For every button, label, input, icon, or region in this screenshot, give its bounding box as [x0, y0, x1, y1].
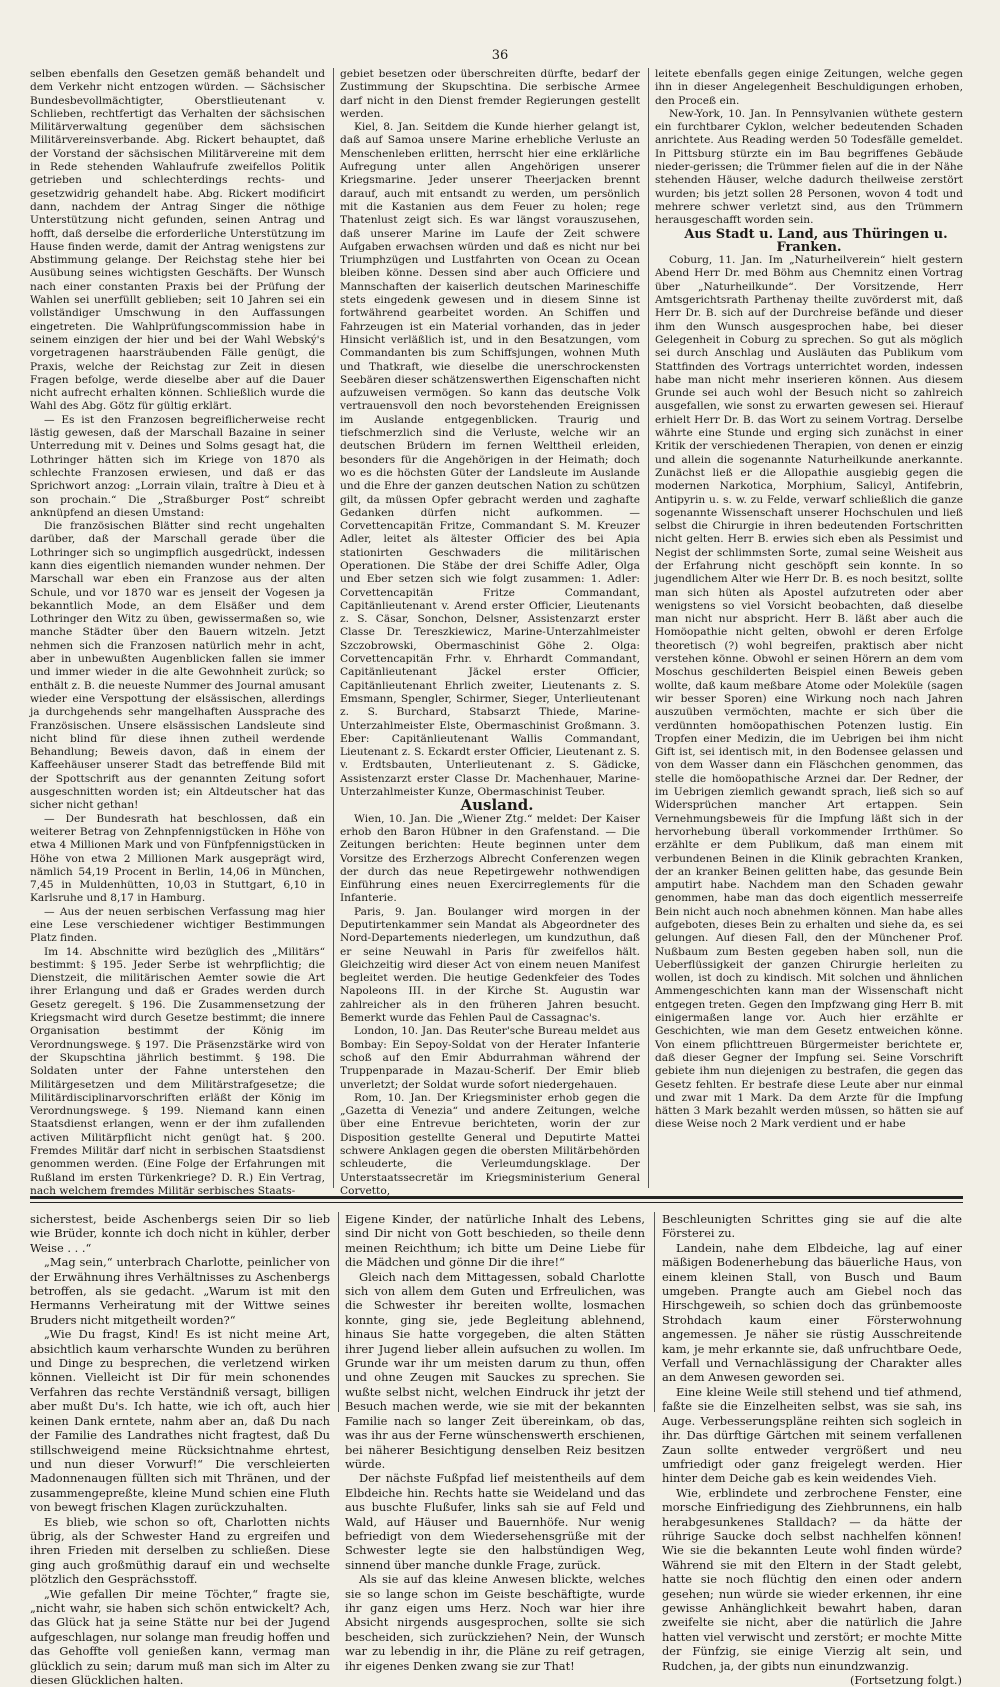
article-paragraph: leitete ebenfalls gegen einige Zeitungen, welche gegen ihn in dieser Angelegenheit Beschuldigungen erhoben, den Proceß ein.	[655, 68, 963, 107]
article-paragraph: selben ebenfalls den Gesetzen gemäß behandelt und dem Verkehr nicht entzogen würden. — Sächsischer Bundesbevollmächtigter, Oberstlieutenant v. Schlieben, rechtfertigt das Verhalten der sächsischen Militärverwaltung gegenüber dem sächsischen Militärvereinsverbande. Abg. Rickert behauptet, daß der Vorstand der sächsischen Militärvereine mit dem in Rede stehenden Wahlaufrufe zweifellos Politik getrieben und schlechterdings rechts- und gesetzwidrig gehandelt habe. Abg. Rickert modificirt dann, nachdem der Antrag Singer die nöthige Unterstützung nicht gefunden, seinen Antrag und hofft, daß derselbe die erforderliche Unterstützung im Hause finden werde, damit der Antrag wenigstens zur Abstimmung gelange. Der Reichstag stehe hier bei Ausübung seines wichtigsten Geschäfts. Der Wunsch nach einer constanten Praxis bei der Prüfung der Wahlen sei unerfüllt geblieben; seit 10 Jahren sei ein vollständiger Umschwung in den Auffassungen eingetreten. Die Wahlprüfungscommission habe in seinem einzigen der hier und bei der Wahl Webský's vorgetragenen haarsträubenden Fälle genügt, die Praxis, welche der Reichstag zur Zeit in diesen Fragen befolge, werde dieselbe aber auf die Dauer nicht aufrecht erhalten können. Schließlich wurde die Wahl des Abg. Götz für gültig erklärt.	[30, 68, 325, 413]
column-divider	[654, 1212, 655, 1412]
article-paragraph: Wien, 10. Jan. Die „Wiener Ztg.“ meldet: Der Kaiser erhob den Baron Hübner in den Grafenstand. — Die Zeitungen berichten: Heute beginnen unter dem Vorsitze des Erzherzogs Albrecht Conferenzen wegen der durch das neue Repetirgewehr nothwendigen Einführung eines neuen Exercirreglements für die Infanterie.	[340, 812, 640, 905]
article-paragraph: Paris, 9. Jan. Boulanger wird morgen in der Deputirtenkammer sein Mandat als Abgeordneter des Nord-Departements niederlegen, um kundzuthun, daß er seine Neuwahl in Paris für zweifellos hält. Gleichzeitig wird dieser Act von einem neuen Manifest begleitet werden. Die heutige Gedenkfeier des Todes Napoleons III. in der Kirche St. Augustin war zahlreicher als in den früheren Jahren besucht. Bemerkt wurde das Fehlen Paul de Cassagnac's.	[340, 905, 640, 1025]
feuilleton-paragraph: Eigene Kinder, der natürliche Inhalt des Lebens, sind Dir nicht von Gott beschieden, so theile denn meinen Reichthum; ich bitte um Deine Liebe für die Mädchen und gönne Dir die ihre!“	[345, 1212, 645, 1270]
continuation-note: (Fortsetzung folgt.)	[849, 1673, 962, 1687]
feuilleton-paragraph: Der nächste Fußpfad lief meistentheils auf dem Elbdeiche hin. Rechts hatte sie Weideland und das aus buschte Flußufer, links sah sie auf Feld und Wald, auf Häuser und Bauernhöfe. Nur wenig befriedigt von dem Wiedersehensgrüße mit der Schwester legte sie den halbstündigen Weg, sinnend über manche dunkle Frage, zurück.	[345, 1471, 645, 1572]
column-divider	[648, 68, 649, 1188]
feuilleton-paragraph: Gleich nach dem Mittagessen, sobald Charlotte sich von allem dem Guten und Erfreulichen, was die Schwester ihr bereiten wollte, losmachen konnte, ging sie, jede Begleitung ablehnend, hinaus Sie hatte vorgegeben, die alten Stätten ihrer Jugend lieber allein aufsuchen zu wollen. Im Grunde war ihr um meisten darum zu thun, offen und ohne Zeugen mit Sauckes zu sprechen. Sie wußte selbst nicht, welchen Eindruck ihr jetzt der Besuch machen werde, wie sie mit der bekannten Familie nach so langer Zeit übereinkam, ob das, was ihr aus der Ferne wünschenswerth erschienen, bei näherer Besichtigung denselben Reiz besitzen würde.	[345, 1269, 645, 1471]
article-paragraph: — Aus der neuen serbischen Verfassung mag hier eine Lese verschiedener wichtiger Bestimmungen Platz finden.	[30, 905, 325, 945]
article-paragraph: — Der Bundesrath hat beschlossen, daß ein weiterer Betrag von Zehnpfennigstücken in Höhe von etwa 4 Millionen Mark und von Fünfpfennigstücken in Höhe von etwa 2 Millionen Mark ausgeprägt wird, nämlich 54,19 Procent in Berlin, 14,06 in München, 7,45 in Muldenhütten, 10,03 in Stuttgart, 6,10 in Karlsruhe und 8,17 in Hamburg.	[30, 812, 325, 905]
feuilleton-paragraph: Es blieb, wie schon so oft, Charlotten nichts übrig, als der Schwester Hand zu ergreifen und ihren Frieden mit derselben zu schließen. Diese ging auch großmüthig darauf ein und wechselte plötzlich den Gesprächsstoff.	[30, 1514, 330, 1587]
article-paragraph: New-York, 10. Jan. In Pennsylvanien wüthete gestern ein furchtbarer Cyklon, welcher bedeutenden Schaden anrichtete. Aus Reading werden 50 Todesfälle gemeldet. In Pittsburg stürzte ein im Bau begriffenes Gebäude nieder-gerissen; die Trümmer fielen auf die in der Nähe stehenden Häuser, welche dadurch theilweise zerstört wurden; bis jetzt sollen 28 Personen, wovon 4 todt und mehrere schwer verletzt sind, aus den Trümmern herausgeschafft worden sein.	[655, 107, 963, 227]
feuilleton-rule-thick	[30, 1196, 963, 1199]
column-2	[340, 68, 640, 1197]
feuilleton-paragraph: Als sie auf das kleine Anwesen blickte, welches sie so lange schon im Geiste beschäftigte, wurde ihr ganz eigen ums Herz. Noch war hier ihre Absicht nirgends ausgesprochen, sollte sie sich bescheiden, sich zurückziehen? Nein, der Wunsch war zu lebendig in ihr, die Pläne zu reif getragen, ihr eigenes Denken zwang sie zur That!	[345, 1572, 645, 1673]
feuilleton-paragraph: Wie, erblindete und zerbrochene Fenster, eine morsche Einfriedigung des Ziehbrunnens, ein halb herabgesunkenes Stalldach? — da hätte der rührige Saucke doch selbst nachhelfen können! Wie sie die bekannten Leute wohl finden würde? Während sie mit den Eltern in der Stadt gelebt, hatte sie noch flüchtig den einen oder andern gesehen; nun würde sie wieder erkennen, ihr eine gewisse Anhänglichkeit bewahrt haben, daran zweifelte sie nicht, aber die natürlich die Jahre hatten viel verwischt und zerstört; er mochte Mitte der Fünfzig, sie einige Vierzig alt sein, und Rudchen, ja, der gibts nun einundzwanzig.	[662, 1485, 962, 1673]
article-paragraph: Coburg, 11. Jan. Im „Naturheilverein“ hielt gestern Abend Herr Dr. med Böhm aus Chemnitz einen Vortrag über „Naturheilkunde“. Der Vorsitzende, Herr Amtsgerichtsrath Parthenay theilte zuvörderst mit, daß Herr Dr. B. sich auf der Durchreise befände und dieser ihm den Wunsch ausgesprochen habe, bei dieser Gelegenheit in Coburg zu sprechen. So gut als möglich sei durch Anschlag und Ausläuten das Publikum vom Stattfinden des Vortrags unterrichtet worden, indessen habe man nicht mehr inserieren können. Aus diesem Grunde sei auch wohl der Besuch nicht so zahlreich ausgefallen, wie sonst zu erwarten gewesen sei. Hierauf erhielt Herr Dr. B. das Wort zu seinem Vortrag. Derselbe währte eine Stunde und erging sich zunächst in einer Kritik der verschiedenen Therapien, von denen er einzig und allein die sogenannte Naturheilkunde anerkannte. Zunächst ließ er die Allopathie ausgiebig gegen die modernen Narkotica, Morphium, Salicyl, Antifebrin, Antipyrin u. s. w. zu Felde, verwarf schließlich die ganze sogenannte Wissenschaft unserer Hochschulen und ließ selbst die Chirurgie in ihren bedeutenden Fortschritten nicht gelten. Herr B. erwies sich eben als Pessimist und Negist der schlimmsten Sorte, zumal seine Weisheit aus der Erfahrung nicht geschöpft sein konnte. In so jugendlichem Alter wie Herr Dr. B. es noch besitzt, sollte man sich hüten als Apostel aufzutreten oder aber wenigstens so viel Vorsicht beobachten, daß dieselbe man nicht nur abspricht. Herr B. läßt aber auch die Homöopathie nicht gelten, obwohl er deren Erfolge theoretisch (?) wohl begreifen, praktisch aber nicht verstehen könne. Obwohl er seinen Hörern an dem vom Moschus geschilderten Beispiel einen Beweis geben wollte, daß kaum meßbare Atome oder Moleküle (sagen wir besser Sporen) eine Wirkung noch nach Jahren auszuüben vermöchten, machte er sich über die verdünnten homöopathischen Potenzen lustig. Ein Tropfen einer Medizin, die im Uebrigen bei ihm nicht Gift ist, sei identisch mit, in den Bodensee gelassen und von dem Wasser dann ein Fläschchen genommen, das stelle die homöopathische Arznei dar. Der Redner, der im Uebrigen ziemlich gewandt sprach, ließ sich so auf Widersprüchen mancher Art ertappen. Sein Vernehmungsbeweis für die Impfung läßt sich in der hervorhebung überall vorkommender Irrthümer. So erzählte er dem Publikum, daß man einem mit verbundenen Beinen in die Klinik gebrachten Kranken, der an kranker Beinen gelitten habe, das gesunde Bein amputirt habe. Nachdem man den Schaden gewahr genommen, habe man das doch eigentlich messerreife Bein nicht auch noch abnehmen können. Man habe alles aufgeboten, dieses Bein zu erhalten und siehe da, es sei gelungen. Auf diesen Fall, den der Münchener Prof. Nußbaum zum Besten gegeben haben soll, nun die Ueberflüssigkeit der ganzen Chirurgie herleiten zu wollen, ist doch zu kindisch. Mit solchen und ähnlichen Ammengeschichten kann man der Wissenschaft nicht entgegen treten. Gegen den Impfzwang ging Herr B. mit einigermaßen lange vor. Auch hier erzählte er Geschichten, wie man dem Gesetz entweichen könne. Von einem pflichttreuen Bürgermeister berichtete er, daß dieser Gegner der Impfung sei. Seine Vorschrift gebiete ihm nun diejenigen zu bestrafen, die gegen das Gesetz fehlten. Er bestrafe diese Leute aber nur einmal und zwar mit 1 Mark. Da dem Arzte für die Impfung hätten 3 Mark bezahlt werden müssen, so hätten sie auf diese Weise noch 2 Mark verdient und er habe	[655, 254, 963, 1131]
page-number: 36	[491, 48, 509, 63]
feuilleton-column-1	[30, 1212, 330, 1687]
section-heading-stadt-land: Aus Stadt u. Land, aus Thüringen u. Franken.	[684, 226, 948, 255]
article-paragraph: gebiet besetzen oder überschreiten dürfte, bedarf der Zustimmung der Skupschtina. Die serbische Armee darf nicht in den Dienst fremder Regierungen gestellt werden.	[340, 68, 640, 120]
article-paragraph: — Es ist den Franzosen begreiflicherweise recht lästig gewesen, daß der Marschall Bazaine in seiner Unterredung mit v. Deines und Solms gesagt hat, die Lothringer hätten sich im Kriege von 1870 als schlechte Franzosen erwiesen, und daß er das Sprichwort anzog: „Lorrain vilain, traître à Dieu et à son prochain.“ Die „Straßburger Post“ schreibt anknüpfend an diesen Umstand:	[30, 413, 325, 519]
feuilleton-paragraph: „Wie gefallen Dir meine Töchter,“ fragte sie, „nicht wahr, sie haben sich schön entwickelt? Ach, das Glück hat ja seine Stätte nur bei der Jugend aufgeschlagen, nur solange man freudig hoffen und das Gehoffte voll genießen kann, vermag man glücklich zu sein; darum muß man sich im Alter zu diesen Glücklichen halten.	[30, 1586, 330, 1687]
feuilleton-column-2	[345, 1212, 645, 1673]
article-paragraph: London, 10. Jan. Das Reuter'sche Bureau meldet aus Bombay: Ein Sepoy-Soldat von der Herater Infanterie schoß auf den Emir Abdurrahman während der Truppenparade in Mazau-Scherif. Der Emir blieb unverletzt; der Soldat wurde sofort niedergehauen.	[340, 1025, 640, 1091]
feuilleton-column-3	[662, 1212, 962, 1687]
article-paragraph: Rom, 10. Jan. Der Kriegsminister erhob gegen die „Gazetta di Venezia“ und andere Zeitungen, welche über eine Entrevue berichteten, worin der zur Disposition gestellte General und Deputirte Mattei schwere Anklagen gegen die obersten Militärbehörden schleuderte, die Verleumdungsklage. Der Unterstaatssecretär im Kriegsministerium General Corvetto,	[340, 1091, 640, 1197]
column-1	[30, 68, 325, 1197]
section-heading-ausland: Ausland.	[460, 796, 534, 815]
column-divider	[338, 1212, 339, 1412]
feuilleton-paragraph: Eine kleine Weile still stehend und tief athmend, faßte sie die Einzelheiten selbst, was sie sah, ins Auge. Verbesserungspläne reihten sich sogleich in ihr. Das dürftige Gärtchen mit seinem verfallenen Zaun sollte entweder vergrößert und neu umfriedigt oder ganz freigelegt werden. Hier hinter dem Deiche gab es kein weidendes Vieh.	[662, 1384, 962, 1486]
feuilleton-paragraph: sicherstest, beide Aschenbergs seien Dir so lieb wie Brüder, konnte ich doch nicht in kühler, derber Weise . . .“	[30, 1212, 330, 1255]
feuilleton-rule-thin	[30, 1202, 963, 1203]
feuilleton-paragraph: „Wie Du fragst, Kind! Es ist nicht meine Art, absichtlich kaum verharschte Wunden zu berühren und Dinge zu besprechen, die verletzend wirken können. Vielleicht ist Dir für mein schonendes Verfahren das rechte Verständniß versagt, billigen aber mußt Du's. Ich hatte, wie ich oft, auch hier keinen Dank erntete, nahm aber an, daß Du nach der Familie des Landrathes nicht fragtest, daß Du stillschweigend meine Rücksichtnahme ehrtest, und nun dieser Vorwurf!“ Die verschleierten Madonnenaugen füllten sich mit Thränen, und der zusammengepreßte, kleine Mund schien eine Fluth von bewegt frischen Klagen zurückzuhalten.	[30, 1327, 330, 1515]
feuilleton-paragraph: Landein, nahe dem Elbdeiche, lag auf einer mäßigen Bodenerhebung das bäuerliche Haus, von einem kleinen Stall, von Busch und Baum umgeben. Prangte auch am Giebel noch das Hirschgeweih, so schien doch das grünbemooste Strohdach kaum einer Försterwohnung angemessen. Je näher sie rüstig Ausschreitende kam, je mehr erkannte sie, daß unfruchtbare Oede, Verfall und Vernachlässigung der Charakter alles an dem Anwesen geworden sei.	[662, 1240, 962, 1385]
article-paragraph: Die französischen Blätter sind recht ungehalten darüber, daß der Marschall gerade über die Lothringer sich so ungimpflich ausgedrückt, indessen kann dies eigentlich niemanden wunder nehmen. Der Marschall war eben ein Franzose aus der alten Schule, und vor 1870 war es jenseit der Vogesen ja bekanntlich Mode, an dem Elsäßer und dem Lothringer den Witz zu üben, gewissermaßen so, wie manche Städter über den Bauern witzeln. Jetzt nehmen sich die Franzosen natürlich mehr in acht, aber in unbewußten Augenblicken fallen sie immer und immer wieder in die alte Gewohnheit zurück; so enthält z. B. die neueste Nummer des Journal amusant wieder eine Verspottung der elsässischen, allerdings ja durchgehends sehr mangelhaften Aussprache des Französischen. Unsere elsässischen Landsleute sind nicht blind für diese ihnen zutheil werdende Behandlung; Beweis davon, daß in einem der Kaffeehäuser unserer Stadt das betreffende Bild mit der Spottschrift aus der genannten Zeitung sofort ausgeschnitten worden ist; ein Altdeutscher hat das sicher nicht gethan!	[30, 520, 325, 812]
feuilleton-paragraph: „Mag sein,“ unterbrach Charlotte, peinlicher von der Erwähnung ihres Verhältnisses zu Aschenbergs betroffen, als sie gedacht. „Warum ist mit den Hermanns Verheiratung mit der Wittwe seines Bruders nicht mitgetheilt worden?“	[30, 1255, 330, 1327]
article-paragraph: Kiel, 8. Jan. Seitdem die Kunde hierher gelangt ist, daß auf Samoa unsere Marine erhebliche Verluste an Menschenleben erlitten, herrscht hier eine erklärliche Aufregung unter allen Angehörigen unserer Kriegsmarine. Jeder unserer Theerjacken brennt darauf, auch mit entsandt zu werden, um persönlich mit die Kastanien aus dem Feuer zu holen; rege Thatenlust zeigt sich. Es war längst vorauszusehen, daß unserer Marine im Laufe der Zeit schwere Aufgaben erwachsen würden und daß es nicht nur bei Triumphzügen und Lustfahrten von Ocean zu Ocean bleiben könne. Dessen sind aber auch Officiere und Mannschaften der kaiserlich deutschen Marineschiffe stets eingedenk gewesen und in diesem Sinne ist fortwährend gearbeitet worden. An Schiffen und Fahrzeugen ist ein Material vorhanden, das in jeder Hinsicht verläßlich ist, und in den Besatzungen, vom Commandanten bis zum Schiffsjungen, wohnen Muth und Thatkraft, wie dieselbe die unerschrockensten Seebären dieser schätzenswerthen Eigenschaften nicht aufzuweisen vermögen. So kann das deutsche Volk vertrauensvoll den noch bevorstehenden Ereignissen im Auslande entgegenblicken. Traurig und tiefschmerzlich sind die Verluste, welche wir an deutschen Brüdern im fernen Welttheil erleiden, besonders für die Angehörigen in der Heimath; doch wo es die höchsten Güter der Landsleute im Auslande und die Ehre der ganzen deutschen Nation zu schützen gilt, da müssen Opfer gebracht werden und zaghafte Gedanken dürfen nicht aufkommen. — Corvettencapitän Fritze, Commandant S. M. Kreuzer Adler, leitet als ältester Officier des bei Apia stationirten Geschwaders die militärischen Operationen. Die Stäbe der drei Schiffe Adler, Olga und Eber setzen sich wie folgt zusammen: 1. Adler: Corvettencapitän Fritze Commandant, Capitänlieutenant v. Arend erster Officier, Lieutenants z. S. Cäsar, Sonchon, Delsner, Assistenzarzt erster Classe Dr. Tereszkiewicz, Marine-Unterzahlmeister Szczobrowski, Obermaschinist Göhe 2. Olga: Corvettencapitän Frhr. v. Ehrhardt Commandant, Capitänlieutenant Jäckel erster Officier, Capitänlieutenant Ehrlich zweiter, Lieutenants z. S. Emsmann, Spengler, Schirmer, Sieger, Unterlieutenant z. S. Burchard, Stabsarzt Thiede, Marine-Unterzahlmeister Elste, Obermaschinist Großmann. 3. Eber: Capitänlieutenant Wallis Commandant, Lieutenant z. S. Eckardt erster Officier, Lieutenant z. S. v. Erdtsbauten, Unterlieutenant z. S. Gädicke, Assistenzarzt erster Classe Dr. Machenhauer, Marine-Unterzahlmeister Kunze, Obermaschinist Teuber.	[340, 121, 640, 799]
column-divider	[333, 68, 334, 1188]
column-3	[655, 68, 963, 1188]
article-paragraph: Im 14. Abschnitte wird bezüglich des „Militärs“ bestimmt: § 195. Jeder Serbe ist wehrpflichtig; die Dienstzeit, die militärischen Aemter sowie die Art ihrer Erlangung und daß er Grades werden durch Gesetz geregelt. § 196. Die Zusammensetzung der Kriegsmacht wird durch Gesetze bestimmt; die innere Organisation bestimmt der König im Verordnungswege. § 197. Die Präsenzstärke wird von der Skupschtina jährlich bestimmt. § 198. Die Soldaten unter der Fahne unterstehen den Militärgesetzen und dem Militärstrafgesetze; die Militärdisciplinarvorschriften erläßt der König im Verordnungswege. § 199. Niemand kann einen Staatsdienst erlangen, wenn er der ihm zufallenden activen Militärpflicht nicht genügt hat. § 200. Fremdes Militär darf nicht in serbischen Staatsdienst genommen werden. (Eine Folge der Erfahrungen mit Rußland im ersten Türkenkriege? D. R.) Ein Vertrag, nach welchem fremdes Militär serbisches Staats-	[30, 945, 325, 1197]
feuilleton-paragraph: Beschleunigten Schrittes ging sie auf die alte Försterei zu.	[662, 1212, 962, 1241]
